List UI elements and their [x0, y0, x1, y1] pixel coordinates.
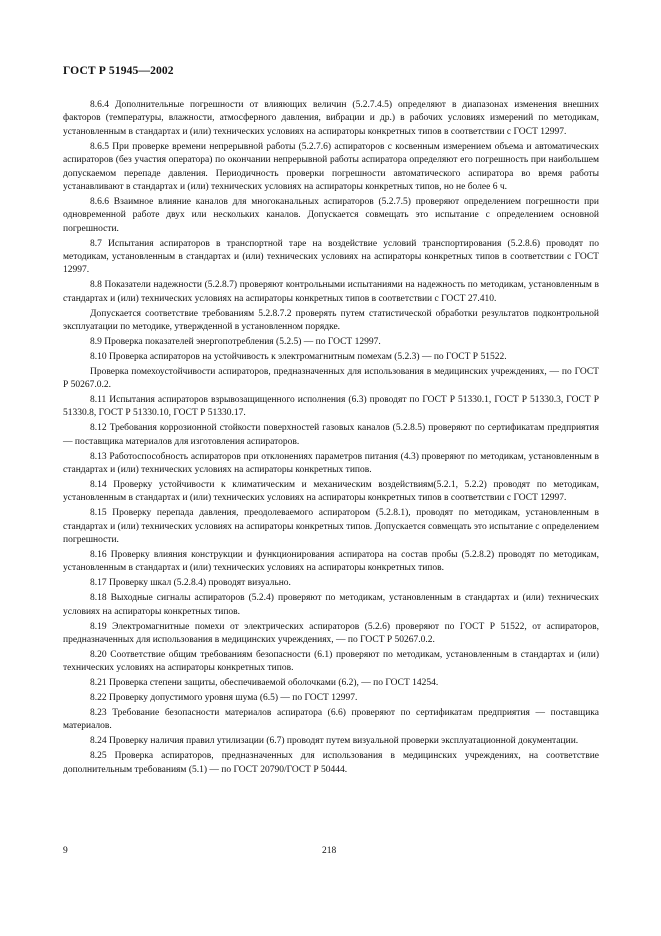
paragraph-8-23: 8.23 Требование безопасности материалов аспиратора (6.6) проверяют по сертификатам предприятия — поставщика материалов.	[63, 707, 599, 732]
document-body	[63, 99, 599, 779]
paragraph-8-11: 8.11 Испытания аспираторов взрывозащищенного исполнения (6.3) проводят по ГОСТ Р 51330.1, ГОСТ Р 51330.3, ГОСТ Р 51330.8, ГОСТ Р 51330.10, ГОСТ Р 51330.17.	[63, 395, 599, 419]
paragraph-8-18: 8.18 Выходные сигналы аспираторов (5.2.4) проверяют по методикам, установленным в стандартах и (или) технических условиях на аспираторы конкретных типов.	[63, 593, 599, 617]
paragraph-8-10: 8.10 Проверка аспираторов на устойчивость к электромагнитным помехам (5.2.3) — по ГОСТ Р 51522.	[90, 351, 507, 362]
paragraph-8-9: 8.9 Проверка показателей энергопотребления (5.2.5) — по ГОСТ 12997.	[90, 336, 381, 347]
paragraph-8-14: 8.14 Проверку устойчивости к климатическим и механическим воздействиям(5.2.1, 5.2.2) проводят по методикам, установленным в стандартах и (или) технических условиях на аспираторы конкретных типов в соответствии с ГОСТ 12997.	[63, 479, 599, 504]
paragraph-8-15: 8.15 Проверку перепада давления, преодолеваемого аспиратором (5.2.8.1), проводят по методикам, установленным в стандартах и (или) технических условиях на аспираторы конкретных типов. Допускается совмещать это испытание с определением погрешности.	[63, 508, 599, 546]
paragraph-8-12: 8.12 Требования коррозионной стойкости поверхностей газовых каналов (5.2.8.5) проверяют по сертификатам предприятия — поставщика материалов для изготовления аспираторов.	[63, 423, 599, 447]
paragraph-8-25: 8.25 Проверка аспираторов, предназначенных для использования в медицинских учреждениях, на соответствие дополнительным требованиям (5.1) — по ГОСТ 20790/ГОСТ Р 50444.	[63, 751, 599, 775]
page-number-center: 218	[322, 846, 337, 856]
paragraph-8-22: 8.22 Проверку допустимого уровня шума (6.5) — по ГОСТ 12997.	[90, 693, 358, 704]
page-number-left: 9	[63, 846, 68, 856]
paragraph-8-16: 8.16 Проверку влияния конструкции и функционирования аспиратора на состав пробы (5.2.8.2) проводят по методикам, установленным в стандартах и (или) технических условиях на аспираторы конкретных типов.	[63, 550, 599, 574]
paragraph-8-6-5: 8.6.5 При проверке времени непрерывной работы (5.2.7.6) аспираторов с косвенным измерением объема и автоматических аспираторов (без участия оператора) по окончании непрерывной работы аспиратора определяют его погрешность при наибольшем допускаемом перепаде давления. Периодичность проверки погрешности автоматического аспиратора во время работы устанавливают в стандартах и (или) технических условиях на аспираторы конкретных типов, но не более 6 ч.	[63, 141, 599, 192]
paragraph-8-8-note: Допускается соответствие требованиям 5.2.8.7.2 проверять путем статистической обработки результатов подконтрольной эксплуатации по методике, утвержденной в установленном порядке.	[63, 308, 599, 332]
paragraph-8-21: 8.21 Проверка степени защиты, обеспечиваемой оболочками (6.2), — по ГОСТ 14254.	[90, 678, 439, 689]
paragraph-8-10-note: Проверка помехоустойчивости аспираторов, предназначенных для использования в медицинских учреждениях, — по ГОСТ Р 50267.0.2.	[63, 366, 599, 391]
paragraph-8-19: 8.19 Электромагнитные помехи от электрических аспираторов (5.2.6) проверяют по ГОСТ Р 51522, от аспираторов, предназначенных для использования в медицинских учреждениях, — по ГОСТ Р 50267.0.2.	[63, 621, 599, 645]
paragraph-8-13: 8.13 Работоспособность аспираторов при отклонениях параметров питания (4.3) проверяют по методикам, установленным в стандартах и (или) технических условиях на аспираторы конкретных типов.	[63, 451, 599, 476]
paragraph-8-8: 8.8 Показатели надежности (5.2.8.7) проверяют контрольными испытаниями на надежность по методикам, установленным в стандартах и (или) технических условиях на аспираторы конкретных типов в соответствии с ГОСТ 27.410.	[63, 280, 599, 304]
paragraph-8-6-4: 8.6.4 Дополнительные погрешности от влияющих величин (5.2.7.4.5) определяют в диапазонах изменения внешних факторов (температуры, влажности, атмосферного давления, вибрации и др.) в рабочих условиях измерений по методикам, установленным в стандартах и (или) технических условиях на аспираторы конкретных типов в соответствии с ГОСТ 12997.	[63, 100, 599, 137]
document-header: ГОСТ Р 51945—2002	[63, 64, 174, 77]
paragraph-8-24: 8.24 Проверку наличия правил утилизации (6.7) проводят путем визуальной проверки эксплуатационной документации.	[90, 736, 579, 747]
paragraph-8-7: 8.7 Испытания аспираторов в транспортной таре на воздействие условий транспортирования (5.2.8.6) проводят по методикам, установленным в стандартах и (или) технических условиях на аспираторы конкретных типов в соответствии с ГОСТ 12997.	[63, 238, 599, 276]
paragraph-8-17: 8.17 Проверку шкал (5.2.8.4) проводят визуально.	[90, 578, 291, 589]
paragraph-8-6-6: 8.6.6 Взаимное влияние каналов для многоканальных аспираторов (5.2.7.5) проверяют определением погрешности при одновременной работе двух или нескольких каналов. Допускается совмещать это испытание с определением основной погрешности.	[63, 196, 599, 234]
paragraph-8-20: 8.20 Соответствие общим требованиям безопасности (6.1) проверяют по методикам, установленным в стандартах и (или) технических условиях на аспираторы конкретных типов.	[63, 649, 599, 674]
